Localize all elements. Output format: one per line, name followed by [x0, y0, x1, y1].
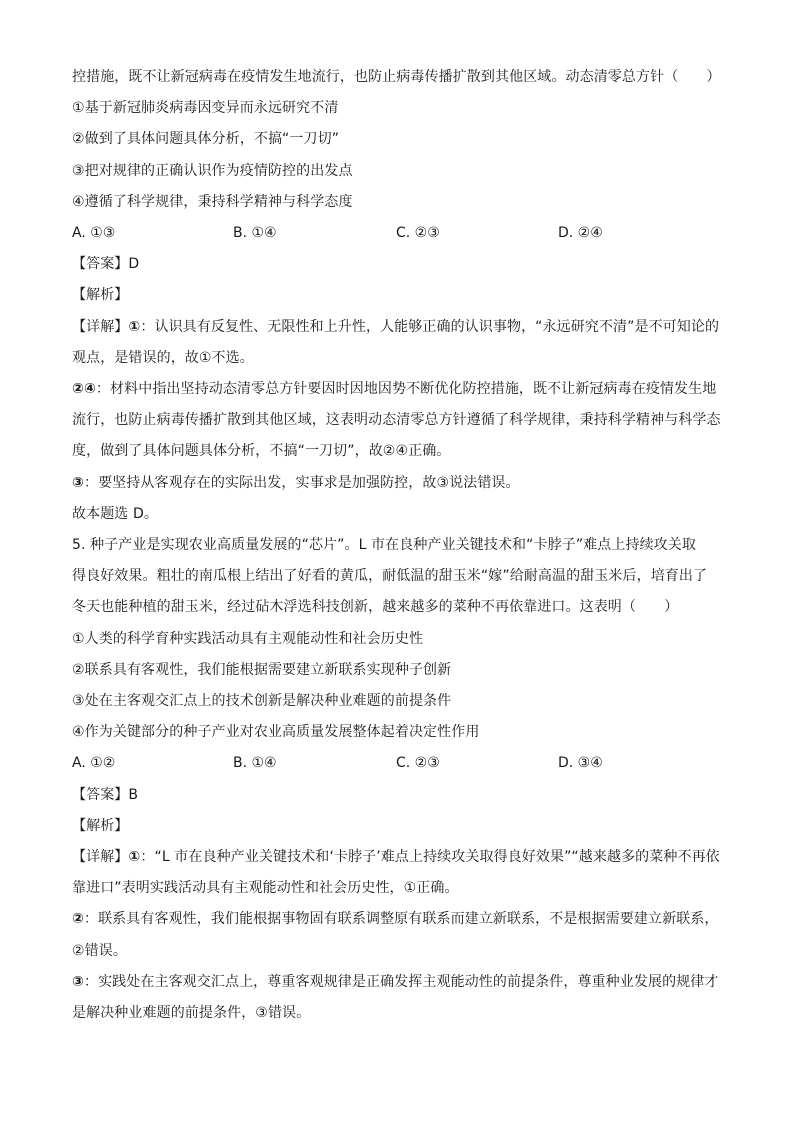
q5-stem-b: 得良好效果。粗壮的南瓜根上结出了好看的黄瓜，耐低温的甜玉米“嫁”给耐高温的甜玉米后，培育出了 [72, 568, 708, 585]
q5-option-a: A. ①② [72, 755, 116, 772]
answer-tag: 【答案】 [72, 256, 129, 273]
document-page [72, 62, 722, 1029]
q4-option-b: B. ①④ [233, 225, 277, 242]
q5-statement-1: ①人类的科学育种实践活动具有主观能动性和社会历史性 [72, 630, 424, 647]
q4-analysis-tag: 【解析】 [72, 287, 129, 304]
detail-mark: ① [128, 318, 141, 335]
q4-options [72, 218, 722, 249]
q4-statement-2: ②做到了具体问题具体分析，不搞“一刀切” [72, 131, 340, 148]
detail-mark: ② [72, 911, 84, 928]
detail-mark: ③ [72, 973, 84, 990]
detail-text: ：认识具有反复性、无限性和上升性，人能够正确的认识事物，“永远研究不清”是不可知论的 [140, 318, 720, 335]
q5-option-d: D. ③④ [558, 755, 603, 772]
q5-detail-1a [72, 842, 722, 873]
q4-detail-2c: 度，做到了具体问题具体分析，不搞“一刀切”，故②④正确。 [72, 443, 451, 460]
detail-text: ：联系具有客观性，我们能根据事物固有联系调整原有联系而建立新联系，不是根据需要建立新联系， [83, 911, 719, 928]
answer-tag: 【答案】 [72, 786, 129, 803]
detail-mark: ②④ [72, 381, 96, 398]
detail-text: ：“L 市在良种产业关键技术和‘卡脖子’难点上持续攻关取得良好效果”“越来越多的菜种不再依 [140, 849, 720, 866]
q5-detail-2b: ②错误。 [72, 942, 127, 959]
q5-stem-a: 5. 种子产业是实现农业高质量发展的“芯片”。L 市在良种产业关键技术和“卡脖子”难点上持续攻关取 [72, 537, 696, 554]
q5-analysis-tag: 【解析】 [72, 817, 129, 834]
q4-detail-1a [72, 312, 722, 343]
q5-detail-2a [72, 904, 722, 935]
q4-statement-3: ③把对规律的正确认识作为疫情防控的出发点 [72, 162, 353, 179]
answer-value: B [128, 786, 139, 803]
q4-statement-4: ④遵循了科学规律，秉持科学精神与科学态度 [72, 193, 353, 210]
q4-stem-line: 控措施，既不让新冠病毒在疫情发生地流行，也防止病毒传播扩散到其他区域。动态清零总方针（ ） [72, 69, 721, 85]
q4-detail-3a [72, 468, 722, 499]
q4-answer [72, 249, 722, 280]
q4-option-c: C. ②③ [396, 225, 440, 242]
q5-statement-4: ④作为关键部分的种子产业对农业高质量发展整体起着决定性作用 [72, 724, 480, 741]
q4-statement-1: ①基于新冠肺炎病毒因变异而永远研究不清 [72, 100, 339, 117]
detail-mark: ① [128, 849, 141, 866]
q5-statement-2: ②联系具有客观性，我们能根据需要建立新联系实现种子创新 [72, 661, 452, 678]
q5-option-c: C. ②③ [396, 755, 440, 772]
detail-text: ：要坚持从客观存在的实际出发，实事求是加强防控，故③说法错误。 [83, 474, 520, 491]
detail-text: ：材料中指出坚持动态清零总方针要因时因地因势不断优化防控措施，既不让新冠病毒在疫情发生地 [95, 381, 717, 398]
q5-statement-3: ③处在主客观交汇点上的技术创新是解决种业难题的前提条件 [72, 693, 452, 710]
q4-option-a: A. ①③ [72, 225, 116, 242]
detail-tag: 【详解】 [72, 318, 129, 335]
answer-value: D [128, 256, 140, 273]
detail-text: ：实践处在主客观交汇点上，尊重客观规律是正确发挥主观能动性的前提条件，尊重种业发展的规律才 [83, 973, 719, 990]
q4-detail-2b: 流行，也防止病毒传播扩散到其他区域，这表明动态清零总方针遵循了科学规律，秉持科学精神与科学态 [72, 412, 721, 429]
detail-tag: 【详解】 [72, 849, 129, 866]
q5-detail-3a [72, 967, 722, 998]
q5-answer [72, 780, 722, 811]
q5-stem-c: 冬天也能种植的甜玉米，经过砧木浮选科技创新，越来越多的菜种不再依靠进口。这表明（ ） [72, 599, 679, 616]
detail-mark: ③ [72, 474, 84, 491]
q4-conclusion: 故本题选 D。 [72, 505, 158, 522]
q4-detail-1b: 观点，是错误的，故①不选。 [72, 349, 254, 366]
q5-detail-1b: 靠进口”表明实践活动具有主观能动性和社会历史性，①正确。 [72, 880, 459, 897]
q4-detail-2a [72, 374, 722, 405]
q5-option-b: B. ①④ [233, 755, 277, 772]
q5-options [72, 748, 722, 779]
q4-option-d: D. ②④ [558, 225, 603, 242]
q5-detail-3b: 是解决种业难题的前提条件，③错误。 [72, 1005, 311, 1022]
